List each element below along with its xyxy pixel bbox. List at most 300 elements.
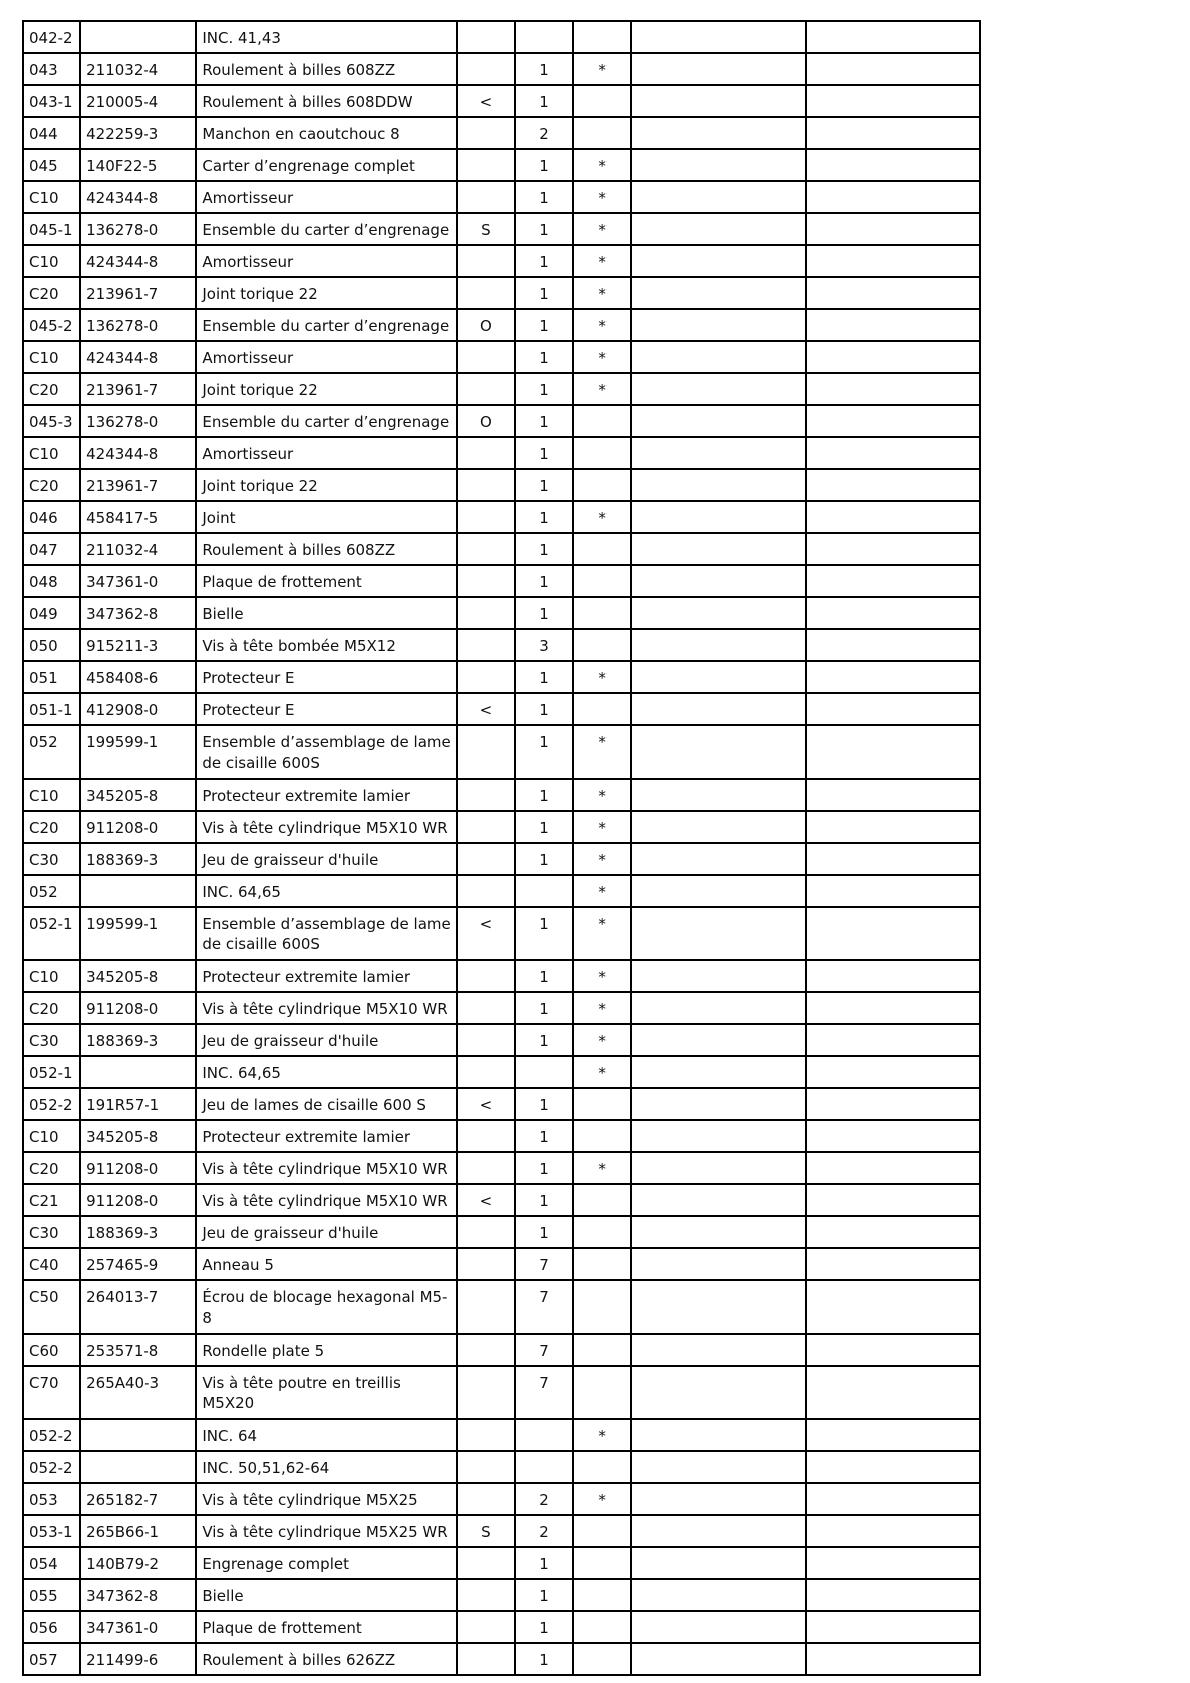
asterisk-mark-cell: * xyxy=(573,875,631,907)
quantity-cell xyxy=(515,1056,573,1088)
description-cell: Amortisseur xyxy=(196,181,457,213)
description-cell: Protecteur E xyxy=(196,693,457,725)
blank-cell xyxy=(631,1366,805,1420)
blank-cell xyxy=(631,960,805,992)
item-number-cell: C30 xyxy=(23,1024,80,1056)
item-number-cell: C10 xyxy=(23,1120,80,1152)
quantity-cell: 1 xyxy=(515,277,573,309)
item-number-cell: 044 xyxy=(23,117,80,149)
blank-cell xyxy=(806,1366,980,1420)
item-number-cell: C60 xyxy=(23,1334,80,1366)
quantity-cell: 1 xyxy=(515,693,573,725)
blank-cell xyxy=(806,1120,980,1152)
quantity-cell: 1 xyxy=(515,1547,573,1579)
description-cell: Roulement à billes 608ZZ xyxy=(196,53,457,85)
blank-cell xyxy=(806,907,980,961)
description-cell: Roulement à billes 626ZZ xyxy=(196,1643,457,1675)
table-row xyxy=(23,992,980,1024)
blank-cell xyxy=(631,309,805,341)
asterisk-mark-cell xyxy=(573,469,631,501)
quantity-cell: 1 xyxy=(515,597,573,629)
item-number-cell: 046 xyxy=(23,501,80,533)
blank-cell xyxy=(631,1280,805,1334)
part-number-cell: 136278-0 xyxy=(80,213,196,245)
quantity-cell: 1 xyxy=(515,907,573,961)
part-number-cell xyxy=(80,1451,196,1483)
blank-cell xyxy=(631,53,805,85)
asterisk-mark-cell: * xyxy=(573,53,631,85)
change-flag-cell xyxy=(457,629,515,661)
table-row xyxy=(23,1366,980,1420)
description-cell: Amortisseur xyxy=(196,245,457,277)
item-number-cell: C10 xyxy=(23,341,80,373)
blank-cell xyxy=(806,565,980,597)
part-number-cell: 213961-7 xyxy=(80,373,196,405)
description-cell: Joint xyxy=(196,501,457,533)
table-row xyxy=(23,469,980,501)
table-row xyxy=(23,437,980,469)
part-number-cell: 458417-5 xyxy=(80,501,196,533)
quantity-cell: 1 xyxy=(515,309,573,341)
description-cell: INC. 64,65 xyxy=(196,875,457,907)
quantity-cell: 1 xyxy=(515,811,573,843)
blank-cell xyxy=(806,661,980,693)
description-cell: Jeu de graisseur d'huile xyxy=(196,1024,457,1056)
item-number-cell: 050 xyxy=(23,629,80,661)
blank-cell xyxy=(806,21,980,53)
change-flag-cell: S xyxy=(457,213,515,245)
change-flag-cell: < xyxy=(457,1184,515,1216)
blank-cell xyxy=(806,1611,980,1643)
blank-cell xyxy=(806,811,980,843)
item-number-cell: C20 xyxy=(23,469,80,501)
asterisk-mark-cell xyxy=(573,597,631,629)
change-flag-cell xyxy=(457,661,515,693)
blank-cell xyxy=(631,533,805,565)
quantity-cell: 7 xyxy=(515,1334,573,1366)
description-cell: Protecteur E xyxy=(196,661,457,693)
item-number-cell: 052 xyxy=(23,725,80,779)
change-flag-cell xyxy=(457,1483,515,1515)
description-cell: Plaque de frottement xyxy=(196,1611,457,1643)
blank-cell xyxy=(631,501,805,533)
change-flag-cell xyxy=(457,373,515,405)
table-row xyxy=(23,149,980,181)
blank-cell xyxy=(806,1419,980,1451)
item-number-cell: 047 xyxy=(23,533,80,565)
asterisk-mark-cell: * xyxy=(573,843,631,875)
description-cell: Bielle xyxy=(196,597,457,629)
blank-cell xyxy=(806,1483,980,1515)
blank-cell xyxy=(631,629,805,661)
description-cell: Carter d’engrenage complet xyxy=(196,149,457,181)
asterisk-mark-cell: * xyxy=(573,725,631,779)
blank-cell xyxy=(631,181,805,213)
item-number-cell: 052-2 xyxy=(23,1451,80,1483)
quantity-cell: 1 xyxy=(515,565,573,597)
blank-cell xyxy=(806,1024,980,1056)
change-flag-cell xyxy=(457,21,515,53)
blank-cell xyxy=(806,875,980,907)
blank-cell xyxy=(631,1611,805,1643)
table-row xyxy=(23,1024,980,1056)
table-row xyxy=(23,725,980,779)
quantity-cell: 7 xyxy=(515,1366,573,1420)
asterisk-mark-cell xyxy=(573,21,631,53)
change-flag-cell xyxy=(457,501,515,533)
part-number-cell: 412908-0 xyxy=(80,693,196,725)
blank-cell xyxy=(806,469,980,501)
description-cell: Vis à tête cylindrique M5X10 WR xyxy=(196,1184,457,1216)
description-cell: INC. 50,51,62-64 xyxy=(196,1451,457,1483)
part-number-cell: 188369-3 xyxy=(80,1024,196,1056)
table-row xyxy=(23,341,980,373)
blank-cell xyxy=(631,1216,805,1248)
change-flag-cell xyxy=(457,992,515,1024)
blank-cell xyxy=(806,992,980,1024)
change-flag-cell: < xyxy=(457,1088,515,1120)
blank-cell xyxy=(806,213,980,245)
asterisk-mark-cell xyxy=(573,1120,631,1152)
change-flag-cell xyxy=(457,53,515,85)
blank-cell xyxy=(806,1216,980,1248)
item-number-cell: C30 xyxy=(23,1216,80,1248)
item-number-cell: 055 xyxy=(23,1579,80,1611)
quantity-cell: 1 xyxy=(515,725,573,779)
description-cell: Protecteur extremite lamier xyxy=(196,779,457,811)
table-row xyxy=(23,1056,980,1088)
item-number-cell: C20 xyxy=(23,1152,80,1184)
item-number-cell: C30 xyxy=(23,843,80,875)
part-number-cell: 911208-0 xyxy=(80,1184,196,1216)
item-number-cell: C20 xyxy=(23,373,80,405)
description-cell: Anneau 5 xyxy=(196,1248,457,1280)
item-number-cell: 043 xyxy=(23,53,80,85)
asterisk-mark-cell: * xyxy=(573,309,631,341)
description-cell: INC. 41,43 xyxy=(196,21,457,53)
blank-cell xyxy=(631,1419,805,1451)
quantity-cell: 1 xyxy=(515,533,573,565)
table-row xyxy=(23,907,980,961)
change-flag-cell: O xyxy=(457,309,515,341)
part-number-cell: 424344-8 xyxy=(80,437,196,469)
item-number-cell: C10 xyxy=(23,960,80,992)
description-cell: Engrenage complet xyxy=(196,1547,457,1579)
blank-cell xyxy=(806,597,980,629)
asterisk-mark-cell: * xyxy=(573,181,631,213)
change-flag-cell xyxy=(457,1334,515,1366)
blank-cell xyxy=(631,811,805,843)
part-number-cell: 345205-8 xyxy=(80,779,196,811)
part-number-cell: 136278-0 xyxy=(80,309,196,341)
part-number-cell: 264013-7 xyxy=(80,1280,196,1334)
blank-cell xyxy=(631,117,805,149)
item-number-cell: C10 xyxy=(23,181,80,213)
blank-cell xyxy=(806,1547,980,1579)
blank-cell xyxy=(631,245,805,277)
asterisk-mark-cell xyxy=(573,533,631,565)
item-number-cell: 045-2 xyxy=(23,309,80,341)
quantity-cell: 1 xyxy=(515,1216,573,1248)
part-number-cell: 213961-7 xyxy=(80,277,196,309)
item-number-cell: 054 xyxy=(23,1547,80,1579)
asterisk-mark-cell xyxy=(573,437,631,469)
asterisk-mark-cell xyxy=(573,1547,631,1579)
table-row xyxy=(23,1248,980,1280)
asterisk-mark-cell: * xyxy=(573,811,631,843)
change-flag-cell xyxy=(457,811,515,843)
blank-cell xyxy=(631,1547,805,1579)
blank-cell xyxy=(806,533,980,565)
quantity-cell: 1 xyxy=(515,53,573,85)
blank-cell xyxy=(631,565,805,597)
table-row xyxy=(23,1088,980,1120)
change-flag-cell xyxy=(457,533,515,565)
blank-cell xyxy=(806,501,980,533)
blank-cell xyxy=(806,1056,980,1088)
change-flag-cell xyxy=(457,1643,515,1675)
table-row xyxy=(23,533,980,565)
table-row xyxy=(23,1547,980,1579)
change-flag-cell xyxy=(457,341,515,373)
quantity-cell: 1 xyxy=(515,1152,573,1184)
description-cell: Vis à tête cylindrique M5X10 WR xyxy=(196,811,457,843)
asterisk-mark-cell: * xyxy=(573,501,631,533)
part-number-cell: 257465-9 xyxy=(80,1248,196,1280)
blank-cell xyxy=(631,992,805,1024)
blank-cell xyxy=(631,1334,805,1366)
blank-cell xyxy=(631,597,805,629)
table-row xyxy=(23,1579,980,1611)
quantity-cell: 1 xyxy=(515,245,573,277)
blank-cell xyxy=(631,405,805,437)
quantity-cell: 2 xyxy=(515,1515,573,1547)
asterisk-mark-cell xyxy=(573,85,631,117)
part-number-cell xyxy=(80,875,196,907)
change-flag-cell xyxy=(457,1366,515,1420)
blank-cell xyxy=(631,469,805,501)
item-number-cell: 052 xyxy=(23,875,80,907)
blank-cell xyxy=(631,1024,805,1056)
table-row xyxy=(23,1419,980,1451)
part-number-cell: 458408-6 xyxy=(80,661,196,693)
change-flag-cell xyxy=(457,1419,515,1451)
change-flag-cell xyxy=(457,875,515,907)
quantity-cell: 1 xyxy=(515,213,573,245)
asterisk-mark-cell xyxy=(573,1216,631,1248)
part-number-cell: 265A40-3 xyxy=(80,1366,196,1420)
quantity-cell: 1 xyxy=(515,405,573,437)
part-number-cell: 265182-7 xyxy=(80,1483,196,1515)
change-flag-cell xyxy=(457,1056,515,1088)
change-flag-cell xyxy=(457,1152,515,1184)
part-number-cell: 347362-8 xyxy=(80,1579,196,1611)
change-flag-cell xyxy=(457,597,515,629)
change-flag-cell: < xyxy=(457,85,515,117)
item-number-cell: 053-1 xyxy=(23,1515,80,1547)
blank-cell xyxy=(631,779,805,811)
item-number-cell: 052-2 xyxy=(23,1419,80,1451)
part-number-cell: 211032-4 xyxy=(80,533,196,565)
blank-cell xyxy=(806,779,980,811)
description-cell: Rondelle plate 5 xyxy=(196,1334,457,1366)
description-cell: Manchon en caoutchouc 8 xyxy=(196,117,457,149)
asterisk-mark-cell xyxy=(573,1248,631,1280)
table-row xyxy=(23,181,980,213)
blank-cell xyxy=(806,277,980,309)
table-row xyxy=(23,1334,980,1366)
item-number-cell: 056 xyxy=(23,1611,80,1643)
blank-cell xyxy=(806,53,980,85)
asterisk-mark-cell: * xyxy=(573,341,631,373)
asterisk-mark-cell xyxy=(573,565,631,597)
blank-cell xyxy=(806,437,980,469)
description-cell: Ensemble d’assemblage de lame de cisaille 600S xyxy=(196,907,457,961)
blank-cell xyxy=(806,693,980,725)
change-flag-cell xyxy=(457,960,515,992)
asterisk-mark-cell xyxy=(573,1515,631,1547)
change-flag-cell xyxy=(457,245,515,277)
part-number-cell: 188369-3 xyxy=(80,843,196,875)
blank-cell xyxy=(806,117,980,149)
table-row xyxy=(23,85,980,117)
description-cell: Joint torique 22 xyxy=(196,373,457,405)
blank-cell xyxy=(631,437,805,469)
item-number-cell: C20 xyxy=(23,992,80,1024)
blank-cell xyxy=(806,1643,980,1675)
quantity-cell: 1 xyxy=(515,843,573,875)
description-cell: Vis à tête poutre en treillis M5X20 xyxy=(196,1366,457,1420)
blank-cell xyxy=(631,1184,805,1216)
item-number-cell: C10 xyxy=(23,779,80,811)
change-flag-cell xyxy=(457,1451,515,1483)
blank-cell xyxy=(806,373,980,405)
asterisk-mark-cell: * xyxy=(573,373,631,405)
blank-cell xyxy=(631,277,805,309)
description-cell: Ensemble du carter d’engrenage xyxy=(196,309,457,341)
table-row xyxy=(23,213,980,245)
table-row xyxy=(23,1280,980,1334)
asterisk-mark-cell xyxy=(573,1184,631,1216)
asterisk-mark-cell: * xyxy=(573,1152,631,1184)
quantity-cell: 1 xyxy=(515,1184,573,1216)
change-flag-cell xyxy=(457,843,515,875)
table-row xyxy=(23,960,980,992)
table-row xyxy=(23,565,980,597)
change-flag-cell xyxy=(457,1248,515,1280)
asterisk-mark-cell xyxy=(573,117,631,149)
blank-cell xyxy=(806,1280,980,1334)
description-cell: Bielle xyxy=(196,1579,457,1611)
part-number-cell: 140B79-2 xyxy=(80,1547,196,1579)
asterisk-mark-cell: * xyxy=(573,277,631,309)
table-row xyxy=(23,309,980,341)
part-number-cell: 422259-3 xyxy=(80,117,196,149)
asterisk-mark-cell xyxy=(573,1280,631,1334)
table-row xyxy=(23,1451,980,1483)
quantity-cell: 1 xyxy=(515,1643,573,1675)
quantity-cell: 1 xyxy=(515,661,573,693)
blank-cell xyxy=(631,693,805,725)
part-number-cell: 915211-3 xyxy=(80,629,196,661)
asterisk-mark-cell xyxy=(573,1643,631,1675)
item-number-cell: 057 xyxy=(23,1643,80,1675)
item-number-cell: C10 xyxy=(23,437,80,469)
blank-cell xyxy=(631,907,805,961)
description-cell: Amortisseur xyxy=(196,341,457,373)
change-flag-cell xyxy=(457,117,515,149)
table-row xyxy=(23,21,980,53)
item-number-cell: 042-2 xyxy=(23,21,80,53)
asterisk-mark-cell xyxy=(573,1579,631,1611)
quantity-cell: 1 xyxy=(515,437,573,469)
part-number-cell: 199599-1 xyxy=(80,907,196,961)
blank-cell xyxy=(806,629,980,661)
part-number-cell: 211032-4 xyxy=(80,53,196,85)
change-flag-cell xyxy=(457,149,515,181)
item-number-cell: C20 xyxy=(23,811,80,843)
asterisk-mark-cell: * xyxy=(573,779,631,811)
asterisk-mark-cell xyxy=(573,693,631,725)
quantity-cell xyxy=(515,1451,573,1483)
table-row xyxy=(23,843,980,875)
table-row xyxy=(23,245,980,277)
blank-cell xyxy=(806,341,980,373)
blank-cell xyxy=(806,1248,980,1280)
part-number-cell: 191R57-1 xyxy=(80,1088,196,1120)
part-number-cell: 347361-0 xyxy=(80,1611,196,1643)
quantity-cell: 1 xyxy=(515,1120,573,1152)
item-number-cell: C50 xyxy=(23,1280,80,1334)
blank-cell xyxy=(806,149,980,181)
change-flag-cell xyxy=(457,1216,515,1248)
blank-cell xyxy=(806,181,980,213)
table-row xyxy=(23,597,980,629)
description-cell: Ensemble du carter d’engrenage xyxy=(196,405,457,437)
quantity-cell: 1 xyxy=(515,1611,573,1643)
change-flag-cell xyxy=(457,1579,515,1611)
quantity-cell: 1 xyxy=(515,373,573,405)
blank-cell xyxy=(631,1088,805,1120)
asterisk-mark-cell xyxy=(573,1366,631,1420)
item-number-cell: 045-1 xyxy=(23,213,80,245)
blank-cell xyxy=(631,1515,805,1547)
blank-cell xyxy=(631,1579,805,1611)
part-number-cell: 424344-8 xyxy=(80,181,196,213)
description-cell: Vis à tête cylindrique M5X25 xyxy=(196,1483,457,1515)
blank-cell xyxy=(806,309,980,341)
table-row xyxy=(23,1120,980,1152)
asterisk-mark-cell xyxy=(573,1611,631,1643)
part-number-cell: 345205-8 xyxy=(80,960,196,992)
quantity-cell: 2 xyxy=(515,117,573,149)
blank-cell xyxy=(631,843,805,875)
asterisk-mark-cell: * xyxy=(573,960,631,992)
asterisk-mark-cell: * xyxy=(573,149,631,181)
item-number-cell: C10 xyxy=(23,245,80,277)
description-cell: Ensemble du carter d’engrenage xyxy=(196,213,457,245)
asterisk-mark-cell: * xyxy=(573,661,631,693)
table-row xyxy=(23,117,980,149)
description-cell: Jeu de graisseur d'huile xyxy=(196,1216,457,1248)
part-number-cell: 424344-8 xyxy=(80,245,196,277)
table-row xyxy=(23,811,980,843)
asterisk-mark-cell: * xyxy=(573,213,631,245)
blank-cell xyxy=(631,1248,805,1280)
blank-cell xyxy=(806,245,980,277)
description-cell: Vis à tête cylindrique M5X10 WR xyxy=(196,992,457,1024)
table-row xyxy=(23,373,980,405)
